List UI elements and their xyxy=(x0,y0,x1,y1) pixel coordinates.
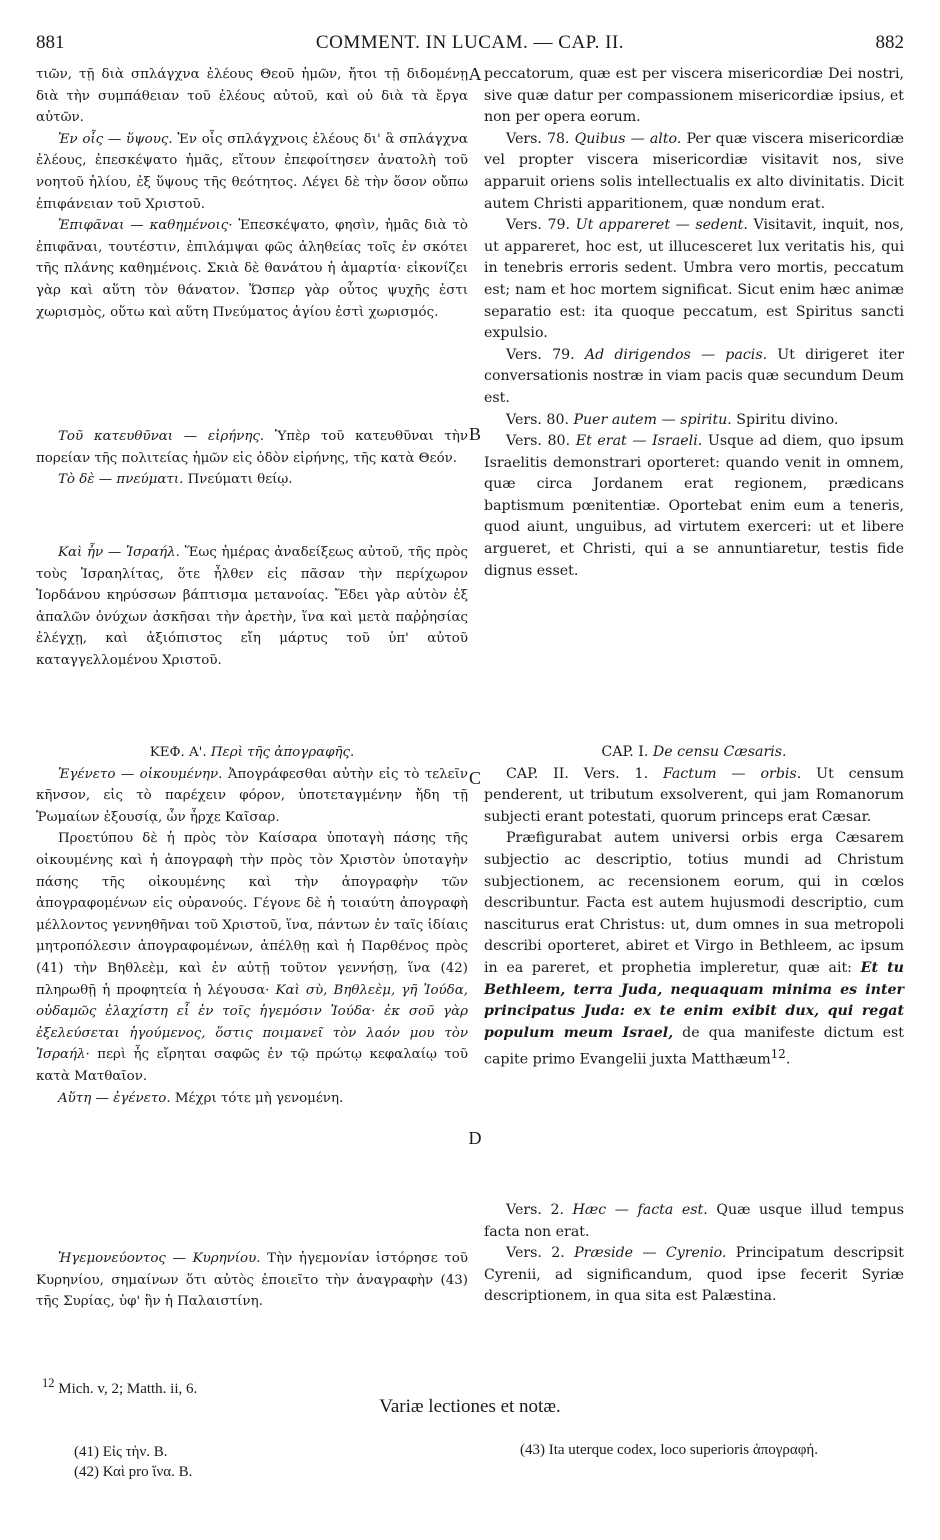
greek-text: Ἕως ἡμέρας ἀναδείξεως αὐτοῦ, τῆς πρὸς τοὺς Ἰσραηλίτας, ὅτε ἦλθεν εἰς πᾶσαν τὴν περίχωρον Ἰορδάνου κηρύσσων βάπτισμα μετανοίας. Ἔδει γὰρ αὐτὸν ἐξ ἁπαλῶν ὀνύχων ἀσκῆσαι τὴν ἀρετὴν, ἵνα καὶ μετὰ παῤῥησίας ἐλέγχῃ, καὶ ἀξιόπιστος εἴη μάρτυς τοῦ ὑπ' αὐτοῦ καταγγελλομένου Χριστοῦ. xyxy=(36,545,468,668)
latin-chapter-title: De censu Cæsaris. xyxy=(648,744,787,760)
verse-label: Vers. 78. xyxy=(506,130,570,147)
latin-lemma: Hæc — facta est. xyxy=(564,1202,708,1218)
latin-text: Ut dirigeret iter conversationis nostræ in viam pacis quæ secundum Deum est. xyxy=(484,346,905,406)
greek-text: Πνεύματι θείῳ. xyxy=(183,472,293,488)
greek-text: τὴν Βηθλεὲμ, καὶ ἐν αὐτῇ τοῦτον γεννήσῃ, ἵνα xyxy=(63,960,441,976)
greek-lemma: Τὸ δὲ — πνεύματι. xyxy=(58,472,184,488)
latin-text: de qua manifeste dictum est capite primo Evangelii juxta Matthæum xyxy=(484,1024,904,1069)
footnote xyxy=(42,1376,197,1398)
margin-letter-d: D xyxy=(468,1128,482,1148)
verse-label: Vers. 2. xyxy=(506,1245,565,1262)
note-41: (41) Εἰς τὴν. B. xyxy=(74,1444,168,1460)
greek-column-lower xyxy=(36,542,468,672)
greek-paragraph xyxy=(36,1248,468,1313)
latin-quotation: Et tu Bethleem, terra Juda, nequaquam minima es inter principatus Juda: ex te enim exibit dux, qui regat populum meum Israel, xyxy=(484,959,904,1041)
greek-paragraph xyxy=(36,1088,468,1110)
latin-column-bottom xyxy=(484,1200,904,1308)
greek-lemma: Καὶ ἦν — Ἰσραήλ. xyxy=(58,545,180,560)
latin-lemma: Puer autem — spiritu. xyxy=(568,411,732,428)
latin-text: Ut censum penderent, ut tributum exsolverent, qui jam Romanorum subjecti erant potestati, quorum princeps erat Cæsar. xyxy=(484,765,905,825)
latin-paragraph xyxy=(484,129,904,215)
greek-paragraph xyxy=(36,542,468,672)
latin-lemma: Quibus — alto. xyxy=(569,130,682,147)
latin-lemma: Præside — Cyrenio. xyxy=(564,1245,727,1262)
greek-text: πληρωθῇ ἡ προφητεία ἡ λέγουσα· xyxy=(36,982,276,998)
page-number-left: 881 xyxy=(36,32,65,53)
greek-chapter-heading xyxy=(36,742,468,764)
greek-lemma: Ἐπιφᾶναι — καθημένοις· xyxy=(58,218,233,234)
latin-text: Præfigurabat autem universi orbis erga Cæsarem subjectio ac descriptio, totius mundi ad Christum subjectionem, ac recensionem eorum, qui in cœlos describuntur. Facta est autem hujusmodi descriptio, cum nasciturus erat Christus: ut, dum omnes in sua metropoli describi oporteret, abiret et Virgo in Bethleem, ac ipsum in ea pareret, et prophetia impleretur, quæ ait: xyxy=(484,830,904,976)
verse-label: Vers. 2. xyxy=(506,1202,564,1218)
notes-heading: Variæ lectiones et notæ. xyxy=(379,1396,561,1417)
greek-paragraph xyxy=(36,828,468,1087)
greek-lemma: Ἐν οἷς — ὕψους. xyxy=(58,131,173,147)
verse-label: Vers. 79. xyxy=(506,346,575,363)
greek-lemma: Ἡγεμονεύοντος — Κυρηνίου. xyxy=(58,1251,261,1266)
greek-lemma: Αὕτη — ἐγένετο. xyxy=(58,1090,171,1106)
latin-paragraph xyxy=(484,828,904,1071)
margin-letter-a: A xyxy=(468,64,482,84)
latin-chapter-heading xyxy=(484,742,904,764)
latin-lemma: Factum — orbis. xyxy=(648,765,802,782)
verse-label: Vers. 80. xyxy=(506,433,571,450)
latin-column-top xyxy=(484,64,904,582)
greek-text: Ἐν οἷς σπλάγχνοις ἐλέους δι' ἃ σπλάγχνα ἐλέους, ἐπεσκέψατο ἡμᾶς, εἴτουν ἐπεφοίτησεν ἀνατολὴ τοῦ νοητοῦ ἡλίου, ἐξ ὕψους τῆς θεότητος. Λέγει δὲ τὴν ὅσον οὔπω ἐπιφάνειαν τοῦ Χριστοῦ. xyxy=(36,131,468,212)
note-ref-42: (42) xyxy=(440,960,468,976)
latin-text: Per quæ viscera misericordiæ vel propter viscera misericordiæ visitavit nos, sive apparuit oriens solis intellectualis ex alto divinitatis. Dicit autem Christi apparitionem, quæ nondum erat. xyxy=(484,130,905,212)
greek-column-top xyxy=(36,64,468,323)
latin-lemma: Ad dirigendos — pacis. xyxy=(574,346,768,363)
latin-text: Usque ad diem, quo ipsum Israelitis demonstrari oporteret: quando venit in omnem, quæ circa Jordanem erat regionem, prædicans baptismum pœnitentiæ. Oportebat enim eum a teneris, quod aiunt, unguibus, ad virtutem exerceri: ut et libere argueret, et Christi, qui a se annuntiaretur, testis fide dignus esset. xyxy=(484,433,904,579)
verse-label: Vers. 80. xyxy=(506,411,569,428)
latin-paragraph xyxy=(484,215,904,345)
greek-text: Τὴν ἡγεμονίαν ἱστόρησε τοῦ Κυρηνίου, σημαίνων ὅτι αὐτὸς ἐποιεῖτο τὴν ἀναγραφὴν xyxy=(36,1251,469,1288)
greek-chapter-title: Περὶ τῆς ἀπογραφῆς. xyxy=(206,745,355,760)
latin-text: Spiritu divino. xyxy=(731,411,839,428)
greek-text: Ἀπογράφεσθαι αὐτὴν εἰς τὸ τελεῖν κῆνσον, εἰς τὸ παρέχειν φόρον, ὑποτεταγμένην ἤδη τῇ Ῥωμαίων ἐξουσίᾳ, ὧν ἦρχε Καῖσαρ. xyxy=(36,766,468,825)
greek-text: Ὑπὲρ τοῦ κατευθῦναι τὴν πορείαν τῆς πολιτείας ἡμῶν εἰς ὁδὸν εἰρήνης, τῆς κατὰ Θεόν. xyxy=(36,429,468,466)
note-42: (42) Καὶ pro ἵνα. B. xyxy=(74,1464,193,1480)
verse-label: CAP. II. Vers. 1. xyxy=(506,765,649,782)
verse-label: Vers. 79. xyxy=(506,217,571,234)
latin-text: Visitavit, inquit, nos, ut appareret, hoc est, ut illucesceret lux veritatis his, qui in tenebris erroris sedent. Umbra vero mortis, peccatum est; nam et hoc mortem significat. Sicut enim hæc animæ separatio est: ita quoque peccatum, est Spiritus sancti expulsio. xyxy=(484,217,905,342)
margin-letter-b: B xyxy=(468,424,481,444)
latin-chapter-number: CAP. I. xyxy=(601,744,649,760)
greek-lemma: Ἐγένετο — οἰκουμένην. xyxy=(58,766,223,782)
latin-paragraph xyxy=(484,1243,904,1308)
latin-paragraph xyxy=(484,410,904,432)
greek-column-middle xyxy=(36,426,468,491)
greek-paragraph: τιῶν, τῇ διὰ σπλάγχνα ἐλέους Θεοῦ ἡμῶν, ἤτοι τῇ διδομένῃ διὰ τὴν συμπάθειαν τοῦ ἐλέους αὐτοῦ, καὶ οὐ διὰ τὰ ἔργα αὐτῶν. xyxy=(36,67,468,126)
latin-paragraph xyxy=(484,345,904,410)
margin-letter-c: C xyxy=(468,768,481,788)
page-number-right: 882 xyxy=(875,32,904,53)
greek-paragraph xyxy=(36,215,468,323)
greek-text: τῆς Συρίας, ὑφ' ἣν ἡ Παλαιστίνη. xyxy=(36,1294,263,1310)
latin-column-chapter xyxy=(484,742,904,1072)
greek-quotation: Καὶ σὺ, Βηθλεὲμ, γῆ Ἰούδα, οὐδαμῶς ἐλαχίστη εἶ ἐν τοῖς ἡγεμόσιν Ἰούδα· ἐκ σοῦ γὰρ ἐξελεύσεται ἡγούμενος, ὅστις ποιμανεῖ τὸν λαόν μου τὸν Ἰσραήλ· xyxy=(36,982,469,1063)
latin-lemma: Et erat — Israeli. xyxy=(570,433,703,450)
greek-lemma: Τοῦ κατευθῦναι — εἰρήνης. xyxy=(58,429,265,444)
latin-paragraph xyxy=(484,1200,904,1243)
latin-text: Principatum descripsit Cyrenii, ad significandum, quod ipse fecerit Syriæ descriptionem, in qua sita est Palæstina. xyxy=(484,1245,905,1305)
running-header xyxy=(36,28,904,58)
note-43: (43) Ita uterque codex, loco superioris ἀπογραφή. xyxy=(520,1442,818,1458)
latin-paragraph xyxy=(484,431,904,582)
footnote-text: Mich. v, 2; Matth. ii, 6. xyxy=(54,1381,198,1397)
greek-text: Ἐπεσκέψατο, φησὶν, ἡμᾶς διὰ τὸ ἐπιφᾶναι, τουτέστιν, ἐπιλάμψαι φῶς ἀληθείας τοῖς ἐν σκότει τῆς πλάνης καθημένοις. Σκιὰ δὲ θανάτου ἡ ἁμαρτία· εἰκονίζει γὰρ καὶ αὕτη τὸν θάνατον. Ὥσπερ γὰρ οὗτος ψυχῆς ἐστι χωρισμὸς, οὕτω καὶ αὕτη Πνεύματος ἁγίου ἐστὶ χωρισμός. xyxy=(36,218,468,320)
latin-paragraph: peccatorum, quæ est per viscera misericordiæ Dei nostri, sive quæ datur per compassionem misericordiæ ipsius, et non per opera eorum. xyxy=(484,66,904,126)
footnote-ref: 12 xyxy=(770,1047,786,1062)
greek-text: Προετύπου δὲ ἡ πρὸς τὸν Καίσαρα ὑποταγὴ πάσης τῆς οἰκουμένης καὶ ἡ ἀπογραφὴ τὴν πρὸς τὸν Χριστὸν ὑποταγὴν πάσης τῆς οἰκουμένης καὶ τὴν ἀπογραφὴν τῶν ἀπογραφομένων εἰς οὐρανούς. Γέγονε δὲ ἡ τοιαύτη ἀπογραφὴ μέλλοντος γεννηθῆναι τοῦ Χριστοῦ, ἵνα, πάντων ἐν ταῖς ἰδίαις μητροπόλεσιν ἀπογραφομένων, ἀπέλθῃ καὶ ἡ Παρθένος πρὸς xyxy=(36,831,468,955)
notes-left xyxy=(74,1442,192,1482)
greek-column-chapter xyxy=(36,742,468,1109)
greek-paragraph xyxy=(36,129,468,215)
footnote-number: 12 xyxy=(42,1376,55,1390)
greek-column-bottom xyxy=(36,1248,468,1313)
greek-text: περὶ ἧς εἴρηται σαφῶς ἐν τῷ πρώτῳ κεφαλαίῳ τοῦ κατὰ Ματθαῖον. xyxy=(36,1047,468,1084)
greek-paragraph xyxy=(36,469,468,491)
greek-text: Μέχρι τότε μὴ γενομένη. xyxy=(170,1090,344,1106)
latin-text: Quæ usque illud tempus facta non erat. xyxy=(484,1202,904,1240)
greek-chapter-number: ΚΕΦ. Α'. xyxy=(149,745,207,760)
greek-paragraph xyxy=(36,764,468,829)
latin-text: . xyxy=(785,1052,791,1069)
running-title: COMMENT. IN LUCAM. — CAP. II. xyxy=(315,32,625,53)
latin-paragraph xyxy=(484,764,904,829)
latin-lemma: Ut appareret — sedent. xyxy=(570,217,748,234)
note-ref-41: (41) xyxy=(36,960,64,976)
note-ref-43: (43) xyxy=(440,1272,468,1288)
greek-paragraph xyxy=(36,426,468,469)
